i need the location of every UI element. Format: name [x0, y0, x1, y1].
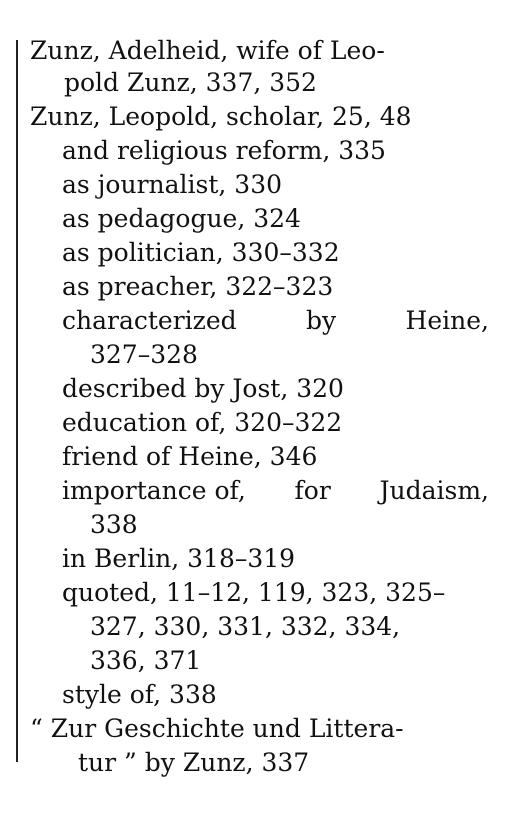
index-line: “ Zur Geschichte und Littera- — [30, 714, 404, 743]
index-line: described by Jost, 320 — [62, 374, 344, 403]
index-line: style of, 338 — [62, 680, 217, 709]
index-line: Zunz, Adelheid, wife of Leo- — [30, 36, 385, 65]
index-line: 327–328 — [90, 340, 198, 369]
index-line: as pedagogue, 324 — [62, 204, 301, 233]
index-word: importance of, — [62, 476, 246, 505]
index-word: by — [306, 306, 337, 335]
index-line: tur ” by Zunz, 337 — [78, 748, 310, 777]
index-word: Judaism, — [379, 476, 489, 505]
index-line: friend of Heine, 346 — [62, 442, 318, 471]
index-line: education of, 320–322 — [62, 408, 343, 437]
margin-rule — [16, 40, 18, 762]
index-line: 338 — [90, 510, 138, 539]
index-line: as preacher, 322–323 — [62, 272, 334, 301]
index-line: as politician, 330–332 — [62, 238, 340, 267]
index-line — [62, 304, 489, 338]
index-word: for — [294, 476, 331, 505]
index-line: Zunz, Leopold, scholar, 25, 48 — [30, 102, 412, 131]
index-line: and religious reform, 335 — [62, 136, 386, 165]
index-line: quoted, 11–12, 119, 323, 325– — [62, 578, 446, 607]
index-line: 336, 371 — [90, 646, 202, 675]
index-line: as journalist, 330 — [62, 170, 283, 199]
index-line: in Berlin, 318–319 — [62, 544, 296, 573]
index-word: Heine, — [405, 306, 489, 335]
index-line — [62, 474, 489, 508]
index-line: 327, 330, 331, 332, 334, — [90, 612, 401, 641]
index-line: pold Zunz, 337, 352 — [64, 68, 317, 97]
index-word: characterized — [62, 306, 237, 335]
